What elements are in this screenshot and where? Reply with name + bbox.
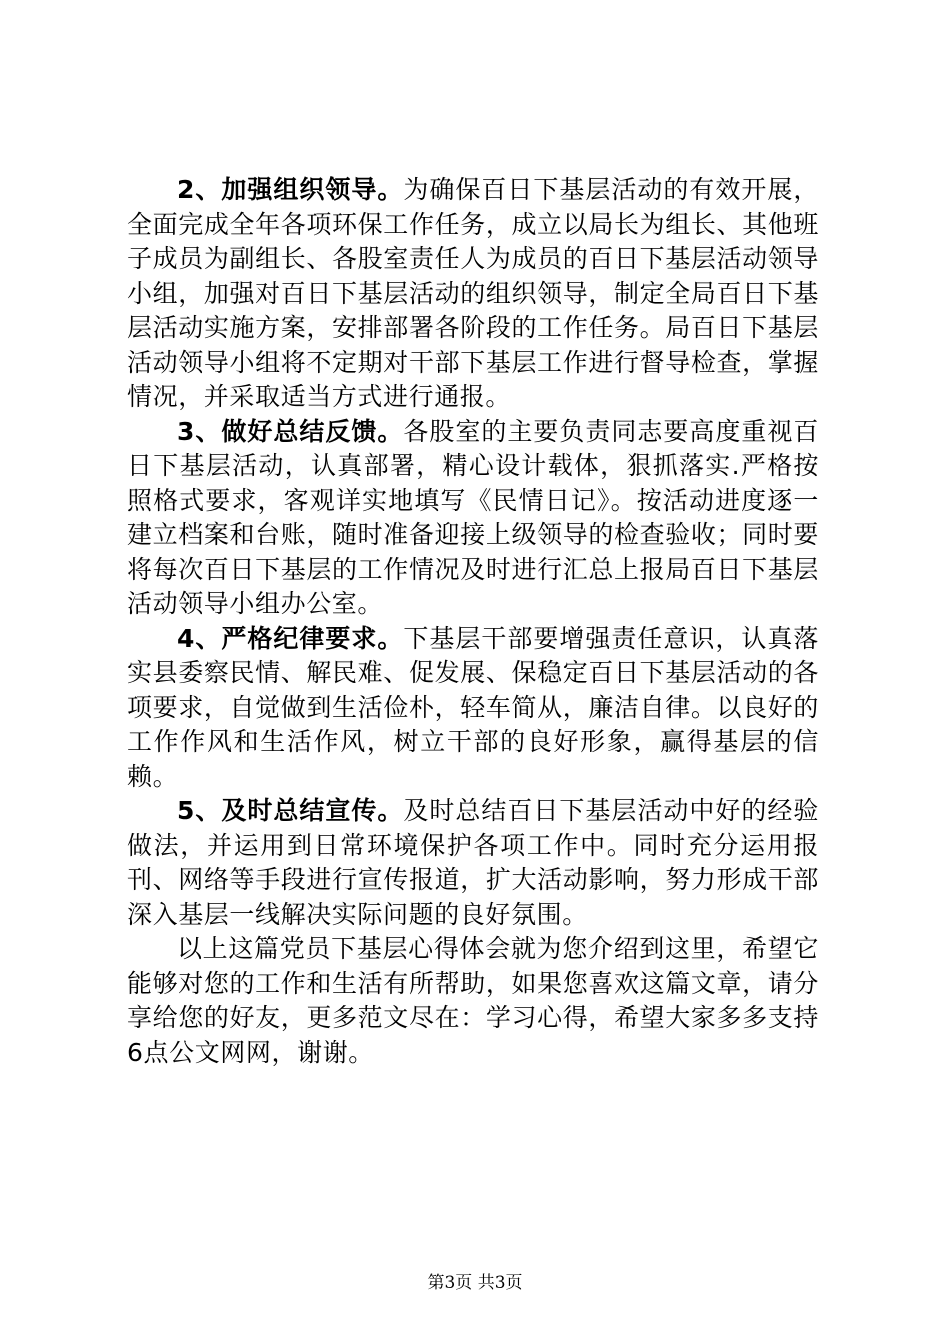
paragraph-publicity	[127, 794, 819, 932]
paragraph-heading: 2、加强组织领导。	[177, 175, 404, 204]
paragraph-heading: 5、及时总结宣传。	[177, 796, 404, 825]
paragraph-text: 下基层干部要增强责任意识，认真落实县委察民情、解民难、促发展、保稳定百日下基层活动的各项要求，自觉做到生活俭朴，轻车简从，廉洁自律。以良好的工作作风和生活作风，树立干部的良好形象，赢得基层的信赖。	[127, 623, 820, 791]
document-body	[127, 173, 819, 1070]
paragraph-text: 各股室的主要负责同志要高度重视百日下基层活动，认真部署，精心设计载体，狠抓落实.严格按照格式要求，客观详实地填写《民情日记》。按活动进度逐一建立档案和台账，随时准备迎接上级领导的检查验收；同时要将每次百日下基层的工作情况及时进行汇总上报局百日下基层活动领导小组办公室。	[127, 416, 820, 618]
closing-paragraph: 以上这篇党员下基层心得体会就为您介绍到这里，希望它能够对您的工作和生活有所帮助，如果您喜欢这篇文章，请分享给您的好友，更多范文尽在：学习心得，希望大家多多支持6点公文网网，谢谢。	[127, 934, 819, 1067]
paragraph-heading: 4、严格纪律要求。	[177, 623, 404, 653]
paragraph-organization-leadership	[127, 173, 819, 415]
page-number-footer: 第3页 共3页	[427, 1273, 523, 1293]
paragraph-summary-feedback	[127, 415, 819, 622]
paragraph-discipline-requirements	[127, 622, 819, 795]
paragraph-heading: 3、做好总结反馈。	[177, 416, 404, 446]
paragraph-text: 及时总结百日下基层活动中好的经验做法，并运用到日常环境保护各项工作中。同时充分运用报刊、网络等手段进行宣传报道，扩大活动影响，努力形成干部深入基层一线解决实际问题的良好氛围。	[127, 796, 820, 929]
paragraph-text: 为确保百日下基层活动的有效开展，全面完成全年各项环保工作任务，成立以局长为组长、其他班子成员为副组长、各股室责任人为成员的百日下基层活动领导小组，加强对百日下基层活动的组织领导，制定全局百日下基层活动实施方案，安排部署各阶段的工作任务。局百日下基层活动领导小组将不定期对干部下基层工作进行督导检查，掌握情况，并采取适当方式进行通报。	[127, 175, 820, 411]
